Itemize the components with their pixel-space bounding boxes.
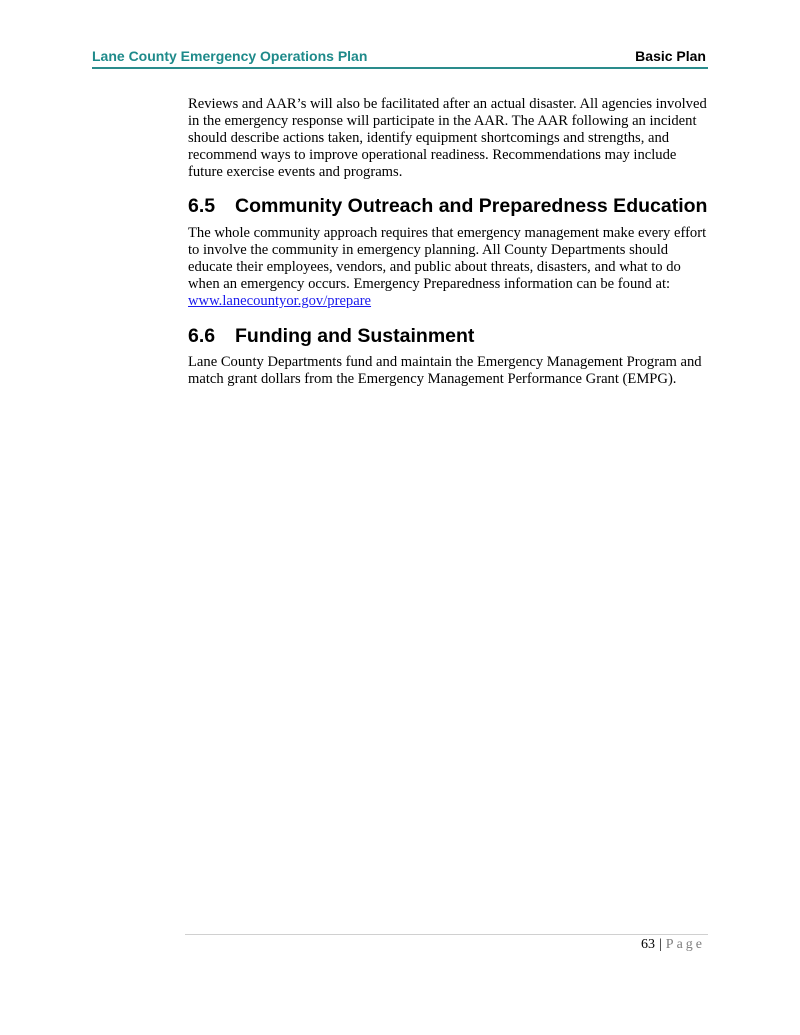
section-6-6-title: Funding and Sustainment <box>235 325 475 347</box>
page-footer <box>641 937 705 953</box>
section-6-6-number: 6.6 <box>188 325 216 347</box>
section-6-5-title: Community Outreach and Preparedness Education <box>235 195 708 217</box>
page-header <box>92 47 708 69</box>
footer-separator: | <box>658 937 662 952</box>
document-title: Lane County Emergency Operations Plan <box>92 48 368 64</box>
intro-paragraph: Reviews and AAR’s will also be facilitated after an actual disaster. All agencies involved in the emergency response will participate in the AAR. The AAR following an incident should describe actions taken, identify equipment shortcomings and strengths, and recommend ways to improve operational readiness. Recommendations may include future exercise events and programs. <box>188 96 707 180</box>
page-content <box>188 96 713 388</box>
prepare-link[interactable]: www.lanecountyor.gov/prepare <box>188 293 372 309</box>
section-6-5-text: The whole community approach requires that emergency management make every effort to involve the community in emergency planning. All County Departments should educate their employees, vendors, and public about threats, disasters, and what to do when an emergency occurs. Emergency Preparedness information can be found at: <box>188 225 707 292</box>
page-number: 63 <box>640 937 655 952</box>
section-title: Basic Plan <box>635 48 706 64</box>
section-6-6-heading <box>188 324 713 348</box>
section-6-6-paragraph: Lane County Departments fund and maintain the Emergency Management Program and match grant dollars from the Emergency Management Performance Grant (EMPG). <box>188 354 702 387</box>
section-6-5-number: 6.5 <box>188 195 216 217</box>
section-6-5-heading <box>188 194 713 218</box>
page-label: Page <box>665 937 705 952</box>
section-6-5-paragraph <box>188 225 713 310</box>
footer-divider <box>185 934 708 935</box>
